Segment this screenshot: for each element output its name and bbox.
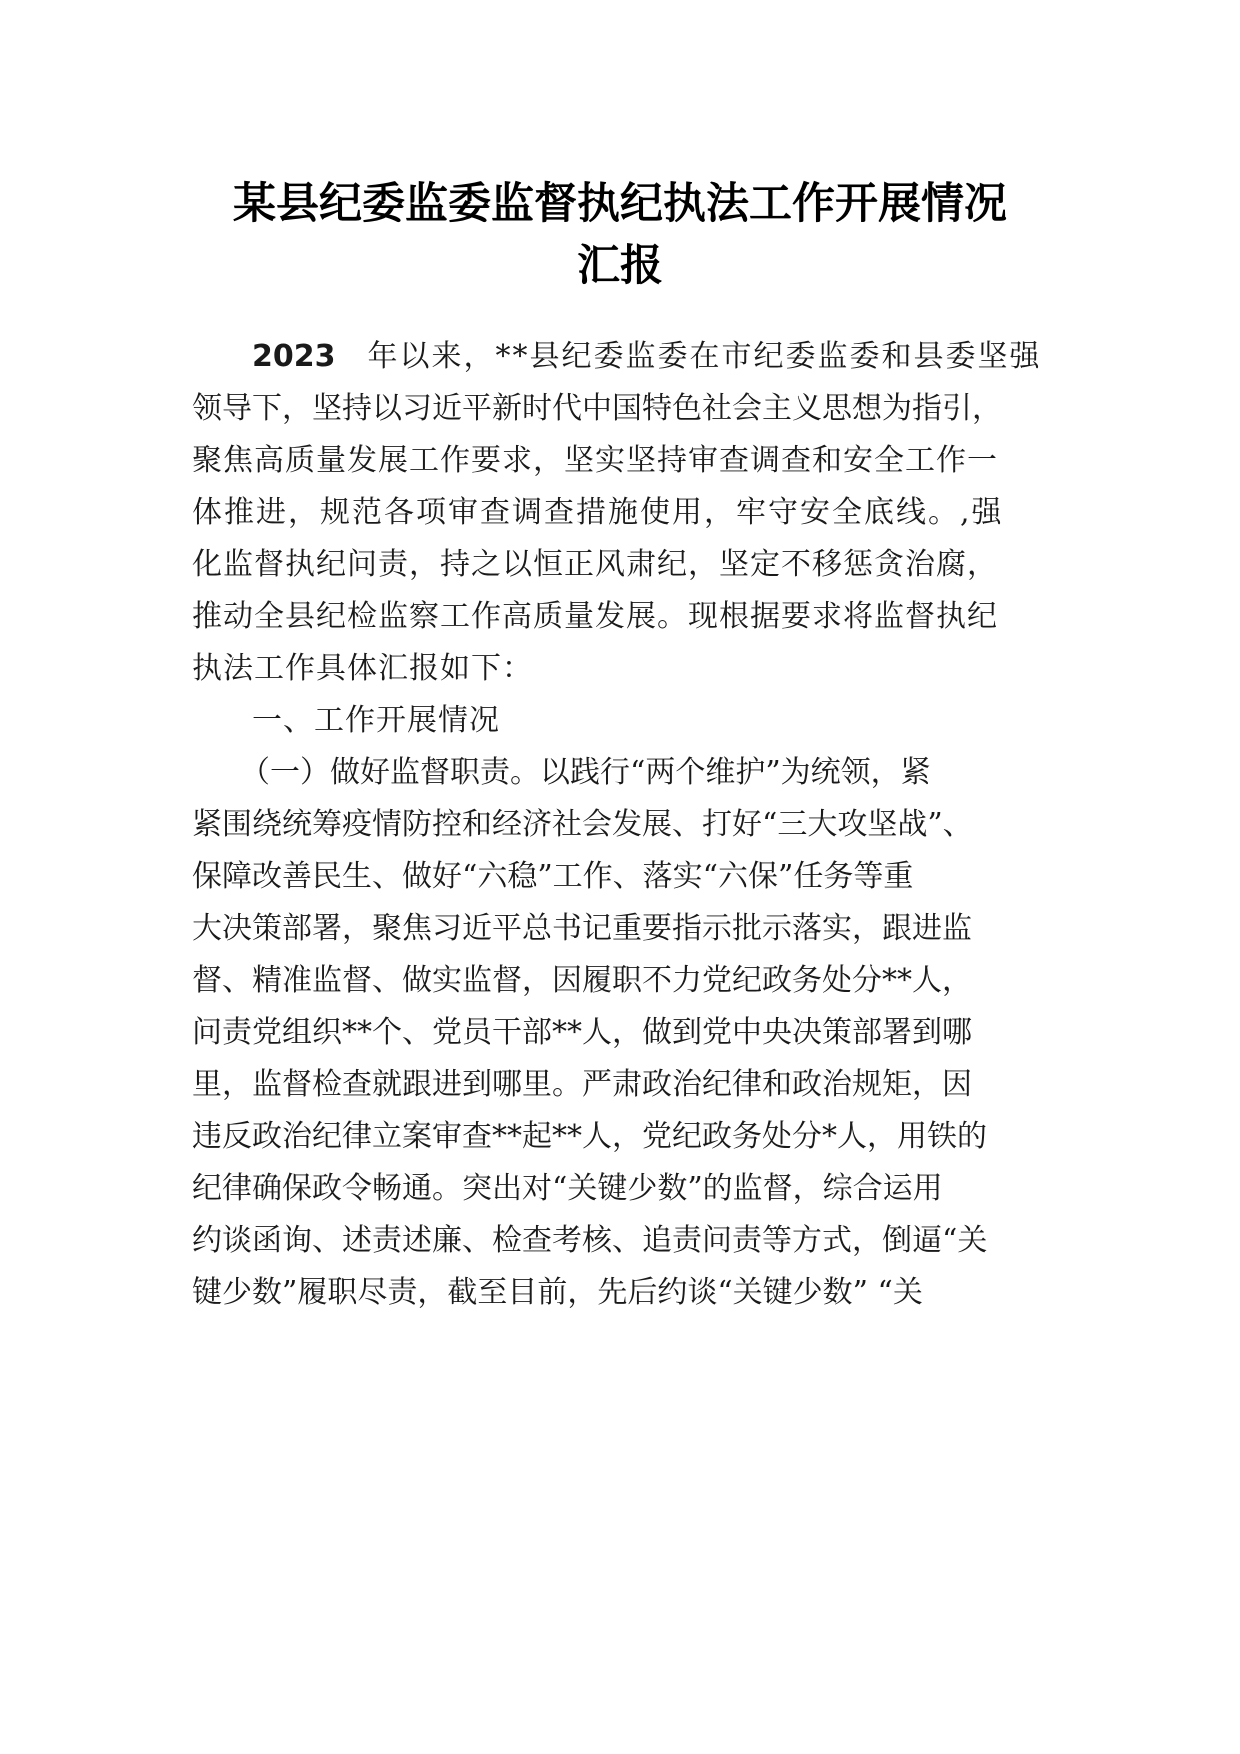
subsection-1-line-11: 键少数”履职尽责，截至目前，先后约谈“关键少数” “关 [192,1275,923,1310]
intro-year: 2023 [252,339,336,374]
subsection-1-line-8: 违反政治纪律立案审查**起**人，党纪政务处分*人，用铁的 [192,1119,987,1154]
intro-line-1 [192,335,1072,379]
subsection-1-line-2: 紧围绕统筹疫情防控和经济社会发展、打好“三大攻坚战”、 [192,807,973,842]
document-title-line-1: 某县纪委监委监督执纪执法工作开展情况 [233,179,1007,229]
subsection-1-line-3: 保障改善民生、做好“六稳”工作、落实“六保”任务等重 [192,859,914,894]
intro-line-7: 执法工作具体汇报如下： [192,651,533,686]
intro-line-5: 化监督执纪问责，持之以恒正风肃纪，坚定不移惩贪治腐， [192,547,998,582]
intro-line-6: 推动全县纪检监察工作高质量发展。现根据要求将监督执纪 [192,599,998,634]
section-1-heading: 一、工作开展情况 [252,703,500,738]
intro-line-3: 聚焦高质量发展工作要求，坚实坚持审查调查和安全工作一 [192,443,998,478]
subsection-1-line-1: （一）做好监督职责。以践行“两个维护”为统领，紧 [240,755,931,790]
subsection-1-line-7: 里，监督检查就跟进到哪里。严肃政治纪律和政治规矩，因 [192,1067,972,1102]
document-title-line-2: 汇报 [577,241,663,291]
subsection-1-line-10: 约谈函询、述责述廉、检查考核、追责问责等方式，倒逼“关 [192,1223,988,1258]
intro-line-1-text: 年以来，**县纪委监委在市纪委监委和县委坚强 [367,339,1042,374]
intro-line-4: 体推进，规范各项审查调查措施使用，牢守安全底线。,强 [192,495,1004,530]
subsection-1-line-9: 纪律确保政令畅通。突出对“关键少数”的监督，综合运用 [192,1171,943,1206]
subsection-1-line-4: 大决策部署，聚焦习近平总书记重要指示批示落实，跟进监 [192,911,972,946]
subsection-1-line-5: 督、精准监督、做实监督，因履职不力党纪政务处分**人， [192,963,972,998]
intro-line-2: 领导下，坚持以习近平新时代中国特色社会主义思想为指引， [192,391,1002,426]
subsection-1-line-6: 问责党组织**个、党员干部**人，做到党中央决策部署到哪 [192,1015,972,1050]
